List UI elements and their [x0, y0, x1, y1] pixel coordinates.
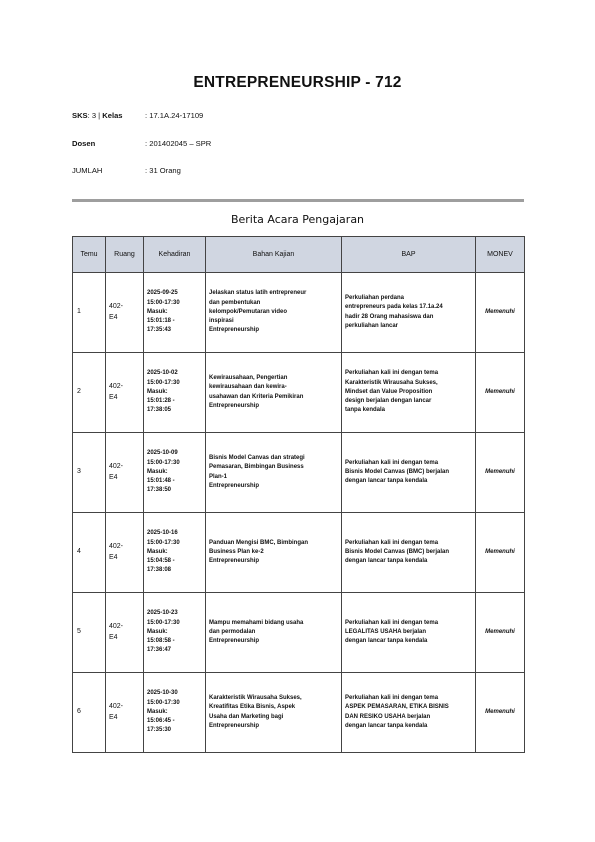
cell-ruang: 402- E4: [106, 593, 144, 673]
meta-dosen-value: : 201402045 – SPR: [145, 139, 212, 148]
cell-bahan-kajian: Panduan Mengisi BMC, Bimbingan Business Plan ke-2 Entrepreneurship: [206, 513, 342, 593]
cell-bap: Perkuliahan kali ini dengan tema Bisnis Model Canvas (BMC) berjalan dengan lancar tanpa kendala: [342, 513, 476, 593]
cell-kehadiran: 2025-10-16 15:00-17:30 Masuk: 15:04:58 - 17:38:08: [144, 513, 206, 593]
meta-jumlah-value: : 31 Orang: [145, 166, 181, 175]
cell-kehadiran: 2025-10-02 15:00-17:30 Masuk: 15:01:28 - 17:38:05: [144, 353, 206, 433]
cell-monev: Memenuhi: [476, 673, 525, 753]
table-row: [73, 433, 525, 513]
meta-kelas-value: : 17.1A.24-17109: [145, 111, 204, 120]
cell-kehadiran: 2025-10-30 15:00-17:30 Masuk: 15:06:45 - 17:35:30: [144, 673, 206, 753]
bap-table: [72, 236, 525, 753]
cell-temu: 3: [73, 433, 106, 513]
col-header-monev: MONEV: [476, 237, 525, 273]
table-header-row: [73, 237, 525, 273]
meta-jumlah-label: JUMLAH: [72, 166, 103, 175]
table-row: [73, 273, 525, 353]
cell-ruang: 402- E4: [106, 673, 144, 753]
cell-ruang: 402- E4: [106, 353, 144, 433]
cell-bap: Perkuliahan kali ini dengan tema LEGALITAS USAHA berjalan dengan lancar tanpa kendala: [342, 593, 476, 673]
section-divider: [72, 199, 524, 202]
cell-monev: Memenuhi: [476, 433, 525, 513]
cell-temu: 6: [73, 673, 106, 753]
cell-temu: 4: [73, 513, 106, 593]
cell-bap: Perkuliahan perdana entrepreneurs pada kelas 17.1a.24 hadir 28 Orang mahasiswa dan perkuliahan lancar: [342, 273, 476, 353]
cell-temu: 5: [73, 593, 106, 673]
cell-monev: Memenuhi: [476, 353, 525, 433]
table-row: [73, 513, 525, 593]
cell-ruang: 402- E4: [106, 433, 144, 513]
meta-dosen-label: Dosen: [72, 139, 96, 148]
cell-bahan-kajian: Karakteristik Wirausaha Sukses, Kreatifitas Etika Bisnis, Aspek Usaha dan Marketing bagi Entrepreneurship: [206, 673, 342, 753]
table-row: [73, 673, 525, 753]
cell-bap: Perkuliahan kali ini dengan tema ASPEK PEMASARAN, ETIKA BISNIS DAN RESIKO USAHA berjalan dengan lancar tanpa kendala: [342, 673, 476, 753]
cell-bahan-kajian: Kewirausahaan, Pengertian kewirausahaan dan kewira- usahawan dan Kriteria Pemikiran Entrepreneurship: [206, 353, 342, 433]
section-title: Berita Acara Pengajaran: [230, 213, 365, 226]
col-header-temu: Temu: [73, 237, 106, 273]
document-title: ENTREPRENEURSHIP - 712: [193, 74, 402, 91]
cell-ruang: 402- E4: [106, 513, 144, 593]
cell-monev: Memenuhi: [476, 593, 525, 673]
cell-monev: Memenuhi: [476, 273, 525, 353]
cell-bahan-kajian: Bisnis Model Canvas dan strategi Pemasaran, Bimbingan Business Plan-1 Entrepreneurship: [206, 433, 342, 513]
table-row: [73, 353, 525, 433]
cell-monev: Memenuhi: [476, 513, 525, 593]
cell-kehadiran: 2025-10-23 15:00-17:30 Masuk: 15:08:58 - 17:36:47: [144, 593, 206, 673]
cell-bap: Perkuliahan kali ini dengan tema Bisnis Model Canvas (BMC) berjalan dengan lancar tanpa kendala: [342, 433, 476, 513]
meta-sks-label: SKS: 3 | Kelas: [72, 111, 123, 120]
cell-temu: 1: [73, 273, 106, 353]
cell-temu: 2: [73, 353, 106, 433]
table-row: [73, 593, 525, 673]
cell-ruang: 402- E4: [106, 273, 144, 353]
cell-bahan-kajian: Jelaskan status latih entrepreneur dan pembentukan kelompok/Pemutaran video inspirasi Entrepreneurship: [206, 273, 342, 353]
cell-kehadiran: 2025-10-09 15:00-17:30 Masuk: 15:01:48 - 17:38:50: [144, 433, 206, 513]
col-header-kehadiran: Kehadiran: [144, 237, 206, 273]
col-header-bap: BAP: [342, 237, 476, 273]
col-header-ruang: Ruang: [106, 237, 144, 273]
cell-bahan-kajian: Mampu memahami bidang usaha dan permodalan Entrepreneurship: [206, 593, 342, 673]
cell-kehadiran: 2025-09-25 15:00-17:30 Masuk: 15:01:18 - 17:35:43: [144, 273, 206, 353]
cell-bap: Perkuliahan kali ini dengan tema Karakteristik Wirausaha Sukses, Mindset dan Value Proposition design berjalan dengan lancar tanpa kendala: [342, 353, 476, 433]
col-header-bahan-kajian: Bahan Kajian: [206, 237, 342, 273]
